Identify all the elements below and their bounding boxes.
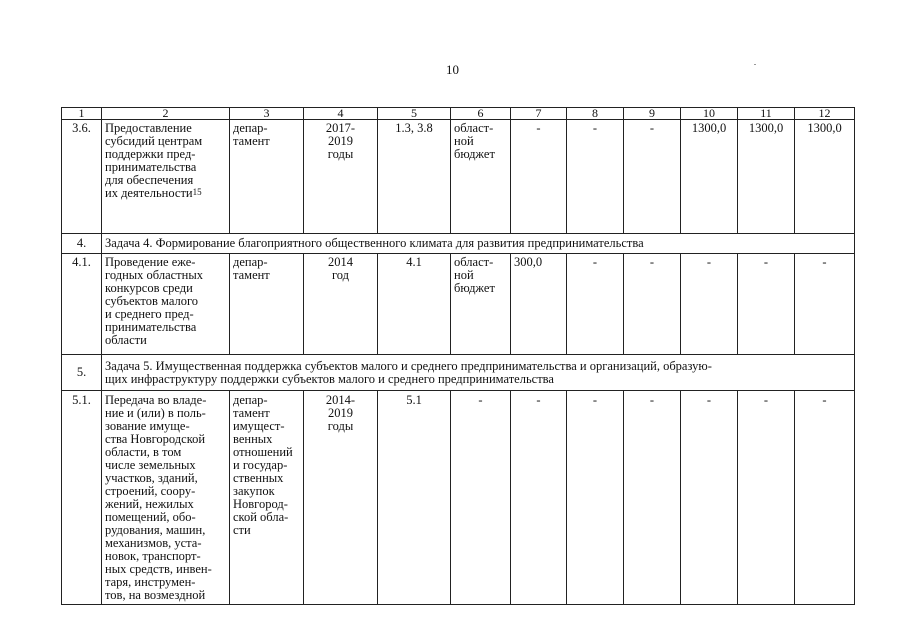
value-col-11: -	[738, 391, 795, 605]
value-col-9: -	[624, 120, 681, 234]
item-number: 5.	[62, 355, 102, 391]
page-number: 10	[446, 62, 459, 77]
table-row-4-1	[62, 254, 855, 355]
item-number: 5.1.	[62, 391, 102, 605]
value-col-8: -	[567, 391, 624, 605]
table-row-5-1	[62, 391, 855, 605]
activity-name: Предоставление субсидий центрам поддержки пред- принимательства для обеспечения их деятельности	[105, 121, 203, 200]
task-heading: Задача 4. Формирование благоприятного общественного климата для развития предпринимательства	[102, 234, 855, 254]
task-heading: Задача 5. Имущественная поддержка субъектов малого и среднего предпринимательства и организаций, образую- щих инфраструктуру поддержки субъектов малого и среднего предпринимательства	[102, 355, 855, 391]
header-cell: 6	[451, 108, 511, 120]
value-col-11: -	[738, 254, 795, 355]
period: 2017- 2019 годы	[304, 120, 378, 234]
value-col-10: -	[681, 391, 738, 605]
period: 2014 год	[304, 254, 378, 355]
activity-name-cell	[102, 120, 230, 234]
header-cell: 11	[738, 108, 795, 120]
header-cell: 3	[230, 108, 304, 120]
value-col-8: -	[567, 120, 624, 234]
executor: депар- тамент	[230, 254, 304, 355]
header-cell: 7	[511, 108, 567, 120]
table-row-3-6	[62, 120, 855, 234]
period: 2014- 2019 годы	[304, 391, 378, 605]
value-col-8: -	[567, 254, 624, 355]
value-col-7: 300,0	[511, 254, 567, 355]
header-cell: 5	[378, 108, 451, 120]
value-col-7: -	[511, 391, 567, 605]
activity-name: Проведение еже- годных областных конкурсов среди субъектов малого и среднего пред- принимательства области	[102, 254, 230, 355]
table-row-task-4	[62, 234, 855, 254]
item-number: 4.	[62, 234, 102, 254]
target-indicator: 1.3, 3.8	[378, 120, 451, 234]
executor: депар- тамент имущест- венных отношений и государ- ственных закупок Новгород- ской обла- сти	[230, 391, 304, 605]
target-indicator: 4.1	[378, 254, 451, 355]
target-indicator: 5.1	[378, 391, 451, 605]
value-col-11: 1300,0	[738, 120, 795, 234]
funding-source: -	[451, 391, 511, 605]
funding-source: област- ной бюджет	[451, 254, 511, 355]
activity-name: Передача во владе- ние и (или) в поль- зование имуще- ства Новгородской области, в том числе земельных участков, зданий, строений, соору- жений, нежилых помещений, обо- рудования, машин, механизмов, уста- новок, транспорт- ных средств, инвен- таря, инструмен- тов, на возмездной	[102, 391, 230, 605]
table-row-task-5	[62, 355, 855, 391]
scan-speck	[754, 64, 756, 65]
header-cell: 9	[624, 108, 681, 120]
header-cell: 8	[567, 108, 624, 120]
value-col-12: 1300,0	[795, 120, 855, 234]
item-number: 4.1.	[62, 254, 102, 355]
footnote-mark: 15	[192, 187, 202, 197]
header-cell: 10	[681, 108, 738, 120]
value-col-12: -	[795, 254, 855, 355]
item-number: 3.6.	[62, 120, 102, 234]
executor: депар- тамент	[230, 120, 304, 234]
funding-source: област- ной бюджет	[451, 120, 511, 234]
value-col-10: 1300,0	[681, 120, 738, 234]
value-col-9: -	[624, 254, 681, 355]
value-col-9: -	[624, 391, 681, 605]
program-activities-table	[61, 107, 855, 605]
header-cell: 12	[795, 108, 855, 120]
header-cell: 4	[304, 108, 378, 120]
value-col-10: -	[681, 254, 738, 355]
value-col-12: -	[795, 391, 855, 605]
header-cell: 2	[102, 108, 230, 120]
value-col-7: -	[511, 120, 567, 234]
column-number-header-row	[62, 108, 855, 120]
header-cell: 1	[62, 108, 102, 120]
